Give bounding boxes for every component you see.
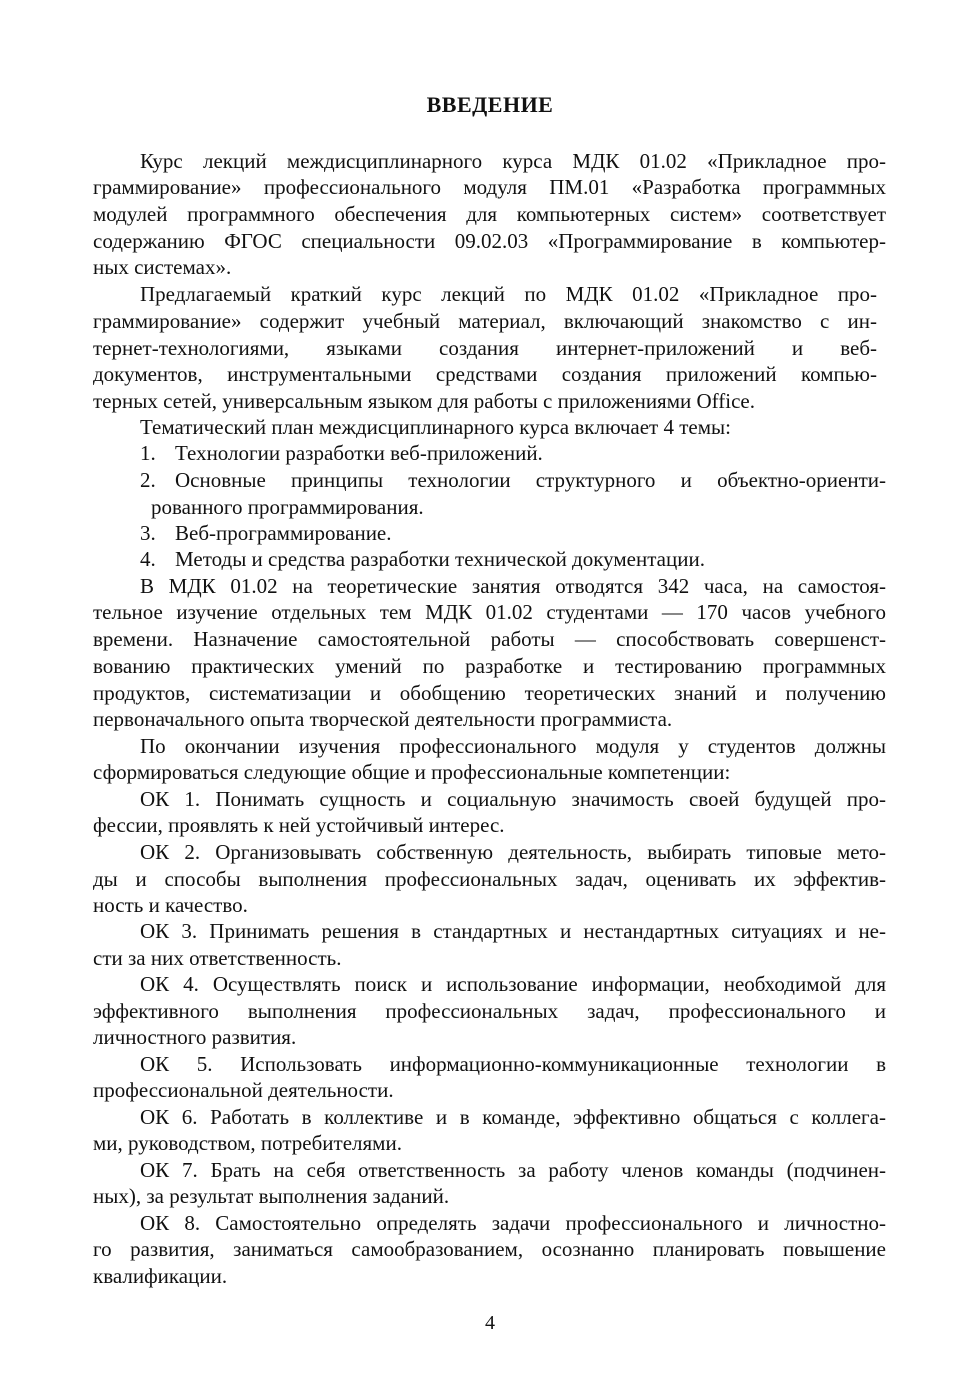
list-number: 1. — [140, 441, 156, 465]
paragraph-line: ных системах». — [93, 255, 232, 279]
list-number: 2. — [140, 468, 156, 492]
paragraph-line: терных сетей, универсальным языком для работы с приложениями Office. — [93, 389, 755, 413]
list-item — [140, 467, 886, 493]
paragraph-line: граммирование» содержит учебный материал, включающий знакомство с ин- — [93, 309, 877, 333]
paragraph-line: Тематический план междисциплинарного курса включает 4 темы: — [140, 415, 731, 439]
list-text: Технологии разработки веб-приложений. — [175, 441, 543, 465]
competency-line: го развития, заниматься самообразованием, осознанно планировать повышение — [93, 1237, 886, 1261]
competency-line: ных), за результат выполнения заданий. — [93, 1184, 450, 1208]
list-item — [140, 520, 886, 546]
list-number: 4. — [140, 547, 156, 571]
competency-line: личностного развития. — [93, 1025, 297, 1049]
competency-line: ОК 3. Принимать решения в стандартных и нестандартных ситуациях и не- — [140, 919, 886, 943]
list-item — [140, 546, 886, 572]
competency-line: ность и качество. — [93, 893, 248, 917]
paragraph-line: продуктов, систематизации и обобщению теоретических знаний и получению — [93, 681, 886, 705]
paragraph-line: сформироваться следующие общие и профессиональные компетенции: — [93, 760, 731, 784]
paragraph-line: вованию практических умений по разработке и тестированию программных — [93, 654, 886, 678]
paragraph-line: содержанию ФГОС специальности 09.02.03 «Программирование в компьютер- — [93, 229, 886, 253]
competency-line: фессии, проявлять к ней устойчивый интерес. — [93, 813, 505, 837]
paragraph-line: документов, инструментальными средствами создания приложений компью- — [93, 362, 877, 386]
competency-line: ОК 1. Понимать сущность и социальную значимость своей будущей про- — [140, 787, 886, 811]
list-item — [140, 440, 886, 466]
paragraph-line: тельное изучение отдельных тем МДК 01.02 студентами — 170 часов учебного — [93, 600, 886, 624]
competency-line: сти за них ответственность. — [93, 946, 342, 970]
paragraph-line: По окончании изучения профессионального модуля у студентов должны — [140, 734, 886, 758]
paragraph-line: граммирование» профессионального модуля ПМ.01 «Разработка программных — [93, 175, 886, 199]
competency-line: ОК 7. Брать на себя ответственность за работу членов команды (подчинен- — [140, 1158, 886, 1182]
paragraph-line: тернет-технологиями, языками создания интернет-приложений и веб- — [93, 336, 877, 360]
competency-line: квалификации. — [93, 1264, 228, 1288]
competency-line: ды и способы выполнения профессиональных задач, оценивать их эффектив- — [93, 867, 886, 891]
competency-line: ОК 2. Организовывать собственную деятельность, выбирать типовые мето- — [140, 840, 886, 864]
paragraph-line: времени. Назначение самостоятельной работы — способствовать совершенст- — [93, 627, 886, 651]
list-number: 3. — [140, 521, 156, 545]
competency-line: ОК 5. Использовать информационно-коммуникационные технологии в — [140, 1052, 886, 1076]
paragraph-line: В МДК 01.02 на теоретические занятия отводятся 342 часа, на самостоя- — [140, 574, 886, 598]
page-title: ВВЕДЕНИЕ — [426, 92, 554, 117]
competency-line: ОК 4. Осуществлять поиск и использование информации, необходимой для — [140, 972, 886, 996]
page-number: 4 — [485, 1312, 495, 1334]
competency-line: ОК 6. Работать в коллективе и в команде, эффективно общаться с коллега- — [140, 1105, 886, 1129]
paragraph-line: первоначального опыта творческой деятельности программиста. — [93, 707, 673, 731]
paragraph-line: Курс лекций междисциплинарного курса МДК 01.02 «Прикладное про- — [140, 149, 886, 173]
list-text: Методы и средства разработки технической документации. — [175, 547, 705, 571]
competency-line: профессиональной деятельности. — [93, 1078, 394, 1102]
competency-line: эффективного выполнения профессиональных задач, профессионального и — [93, 999, 886, 1023]
competency-line: ми, руководством, потребителями. — [93, 1131, 402, 1155]
paragraph-line: модулей программного обеспечения для компьютерных систем» соответствует — [93, 202, 886, 226]
list-text: Основные принципы технологии структурного и объектно-ориенти- — [175, 468, 886, 492]
paragraph-line: Предлагаемый краткий курс лекций по МДК 01.02 «Прикладное про- — [140, 282, 877, 306]
list-item-continuation: рованного программирования. — [151, 495, 424, 519]
list-text: Веб-программирование. — [175, 521, 392, 545]
competency-line: ОК 8. Самостоятельно определять задачи профессионального и личностно- — [140, 1211, 886, 1235]
